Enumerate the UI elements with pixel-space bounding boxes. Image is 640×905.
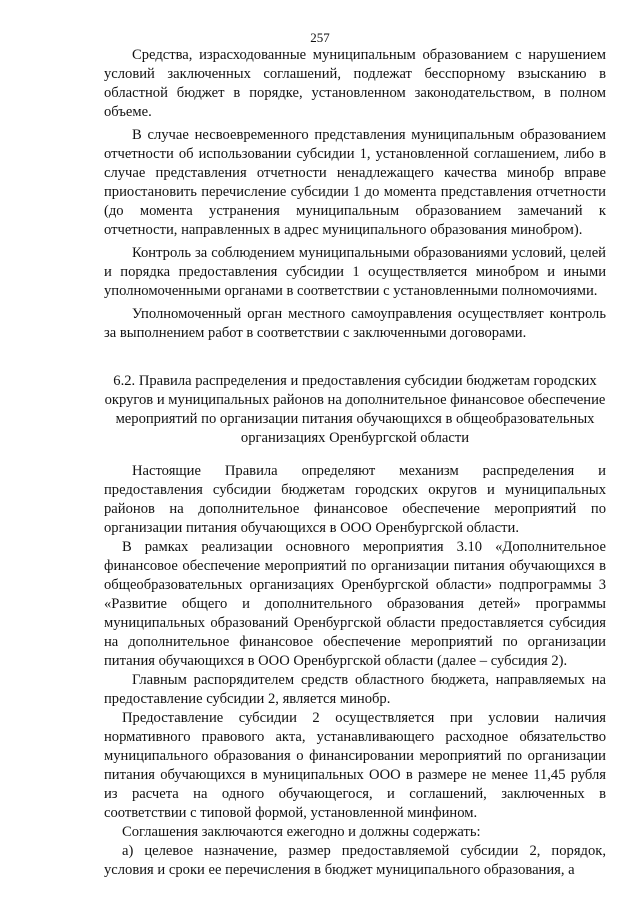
paragraph: Уполномоченный орган местного самоуправления осуществляет контроль за выполнением работ в соответствии с заключенными договорами.: [104, 306, 606, 341]
paragraph: Главным распорядителем средств областного бюджета, направляемых на предоставление субсидии 2, является минобр.: [104, 672, 606, 707]
section-heading: 6.2. Правила распределения и предоставления субсидии бюджетам городских округов и муниципальных районов на дополнительное финансовое обеспечение мероприятий по организации питания обучающихся в общеобразовательных организациях Оренбургской области: [104, 373, 606, 446]
top-text-block: [104, 46, 606, 343]
paragraph: а) целевое назначение, размер предоставляемой субсидии 2, порядок, условия и сроки ее перечисления в бюджет муниципального образования, а: [104, 843, 606, 878]
page-number: 257: [310, 30, 330, 45]
paragraph: В случае несвоевременного представления муниципальным образованием отчетности об использовании субсидии 1, установленной соглашением, либо в случае представления отчетности ненадлежащего качества минобр вправе приостановить перечисление субсидии 1 до момента представления отчетности (до момента устранения муниципальным образованием замечаний к отчетности, направленных в адрес муниципального образования минобром).: [104, 127, 606, 238]
paragraph: Настоящие Правила определяют механизм распределения и предоставления субсидии бюджетам городских округов и муниципальных районов на дополнительное финансовое обеспечение мероприятий по организации питания обучающихся в ООО Оренбургской области.: [104, 463, 606, 536]
paragraph: Предоставление субсидии 2 осуществляется при условии наличия нормативного правового акта, устанавливающего расходное обязательство муниципального образования о финансировании мероприятий по организации питания обучающихся в муниципальных ООО в размере не менее 11,45 рубля из расчета на одного обучающегося, и соглашений, заключенных в соответствии с типовой формой, установленной минфином.: [104, 710, 606, 821]
paragraph: Средства, израсходованные муниципальным образованием с нарушением условий заключенных соглашений, подлежат бесспорному взысканию в областной бюджет в порядке, установленном законодательством, в полном объеме.: [104, 47, 606, 120]
body-text-block: [104, 462, 606, 880]
paragraph: Контроль за соблюдением муниципальными образованиями условий, целей и порядка предоставления субсидии 1 осуществляется минобром и иными уполномоченными органами в соответствии с установленными полномочиями.: [104, 245, 606, 299]
paragraph: В рамках реализации основного мероприятия 3.10 «Дополнительное финансовое обеспечение мероприятий по организации питания обучающихся в общеобразовательных организациях Оренбургской области» подпрограммы 3 «Развитие общего и дополнительного образования детей» программы муниципальных образований Оренбургской области предоставляется субсидия на дополнительное финансовое обеспечение мероприятий по организации питания обучающихся в ООО Оренбургской области (далее – субсидия 2).: [104, 539, 606, 669]
paragraph: Соглашения заключаются ежегодно и должны содержать:: [122, 824, 481, 840]
